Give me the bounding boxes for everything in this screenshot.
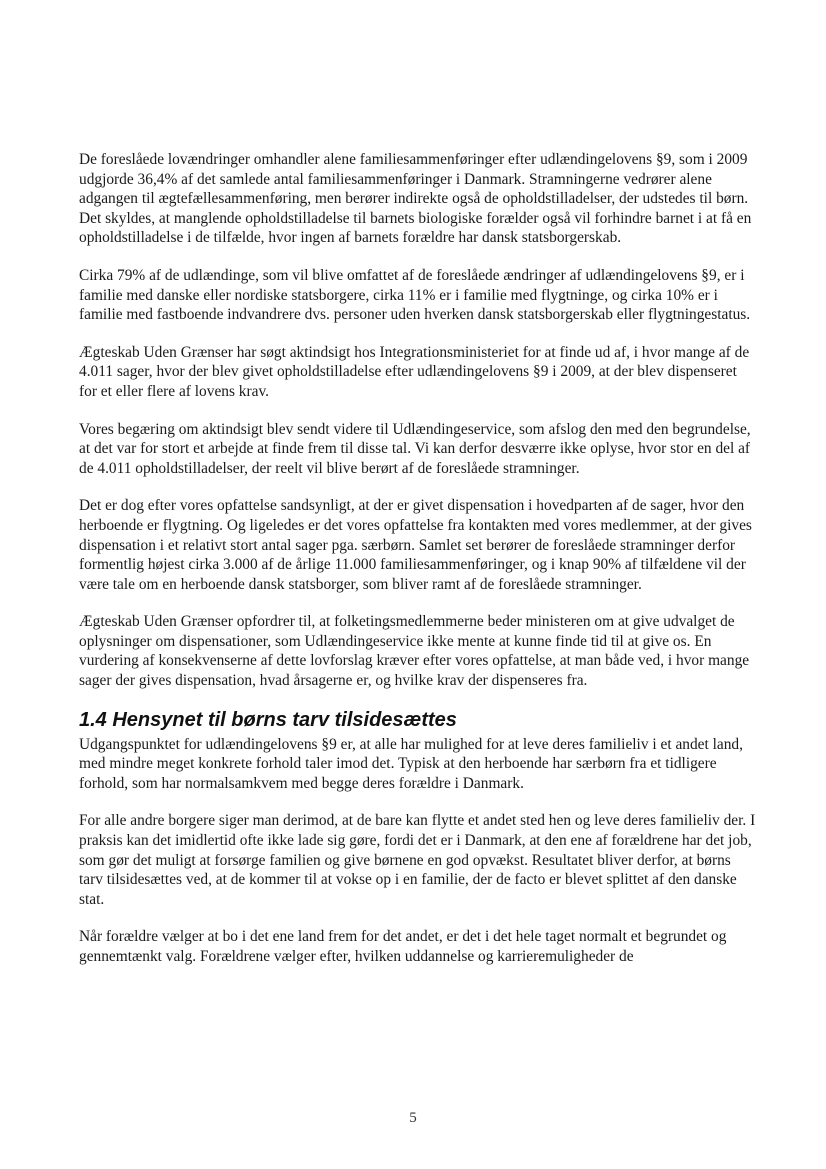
- paragraph-dispensation-estimate: Det er dog efter vores opfattelse sandsynligt, at der er givet dispensation i hovedparten af de sager, hvor den herboende er flygtning. Og ligeledes er det vores opfattelse fra kontakten med vores medlemmer, at der gives dispensation i et relativt stort antal sager pga. særbørn. Samlet set berører de foreslåede stramninger derfor formentlig højest cirka 3.000 af de årlige 11.000 familiesammenføringer, og i knap 90% af tilfældene vil der være tale om en herboende dansk statsborger, som bliver ramt af de foreslåede stramninger.: [79, 497, 752, 593]
- paragraph-access-request: Ægteskab Uden Grænser har søgt aktindsigt hos Integrationsministeriet for at finde ud af, i hvor mange af de 4.011 sager, hvor der blev givet opholdstilladelse efter udlændingelovens §9 i 2009, at der blev dispenseret for et eller flere af lovens krav.: [79, 343, 750, 400]
- page-content: [79, 150, 757, 985]
- paragraph-call-to-action: Ægteskab Uden Grænser opfordrer til, at folketingsmedlemmerne beder ministeren om at give udvalget de oplysninger om dispensationer, som Udlændingeservice ikke mente at kunne finde tid til at give os. En vurdering af konsekvenserne af dette lovforslag kræver efter vores opfattelse, at man både ved, i hvor mange sager der gives dispensation, hvad årsagerne er, og hvilke krav der dispenseres fra.: [79, 613, 750, 690]
- paragraph-affected-statistics: Cirka 79% af de udlændinge, som vil blive omfattet af de foreslåede ændringer af udlændingelovens §9, er i familie med danske eller nordiske statsborgere, cirka 11% er i familie med flygtninge, og cirka 10% er i familie med fastboende indvandrere dvs. personer uden hverken dansk statsborgerskab eller flygtningestatus.: [79, 266, 751, 324]
- section-paragraph-parent-choice: Når forældre vælger at bo i det ene land frem for det andet, er det i det hele taget normalt et begrundet og gennemtænkt valg. Forældrene vælger efter, hvilken uddannelse og karrieremuligheder de: [79, 928, 727, 965]
- page-number: 5: [409, 1110, 417, 1126]
- paragraph-family-reunification-scope: De foreslåede lovændringer omhandler alene familiesammenføringer efter udlændingelovens §9, som i 2009 udgjorde 36,4% af det samlede antal familiesammenføringer i Danmark. Stramningerne vedrører alene adgangen til ægtefællesammenføring, men berører indirekte også de opholdstilladelser, der udstedes til børn. Det skyldes, at manglende opholdstilladelse til barnets biologiske forælder også vil forhindre barnet i at få en opholdstilladelse i de tilfælde, hvor ingen af barnets forældre har dansk statsborgerskab.: [79, 151, 752, 247]
- section-heading: 1.4 Hensynet til børns tarv tilsidesættes: [79, 708, 457, 731]
- section-paragraph-starting-point: Udgangspunktet for udlændingelovens §9 er, at alle har mulighed for at leve deres familieliv i et andet land, med mindre meget konkrete forhold taler imod det. Typisk at den herboende har særbørn fra et tidligere forhold, som har normalsamkvem med begge deres forældre i Danmark.: [79, 735, 743, 792]
- paragraph-request-denied: Vores begæring om aktindsigt blev sendt videre til Udlændingeservice, som afslog den med den begrundelse, at det var for stort et arbejde at finde frem til disse tal. Vi kan derfor desværre ikke oplyse, hvor stor en del af de 4.011 opholdstilladelser, der reelt vil blive berørt af de foreslåede stramninger.: [79, 420, 751, 477]
- section-paragraph-other-citizens: For alle andre borgere siger man derimod, at de bare kan flytte et andet sted hen og leve deres familieliv der. I praksis kan det imidlertid ofte ikke lade sig gøre, fordi det er i Danmark, at den ene af forældrene har det job, som gør det muligt at forsørge familien og give børnene en god opvækst. Resultatet bliver derfor, at børns tarv tilsidesættes ved, at de kommer til at vokse op i en familie, der de facto er blevet splittet af den danske stat.: [79, 812, 756, 908]
